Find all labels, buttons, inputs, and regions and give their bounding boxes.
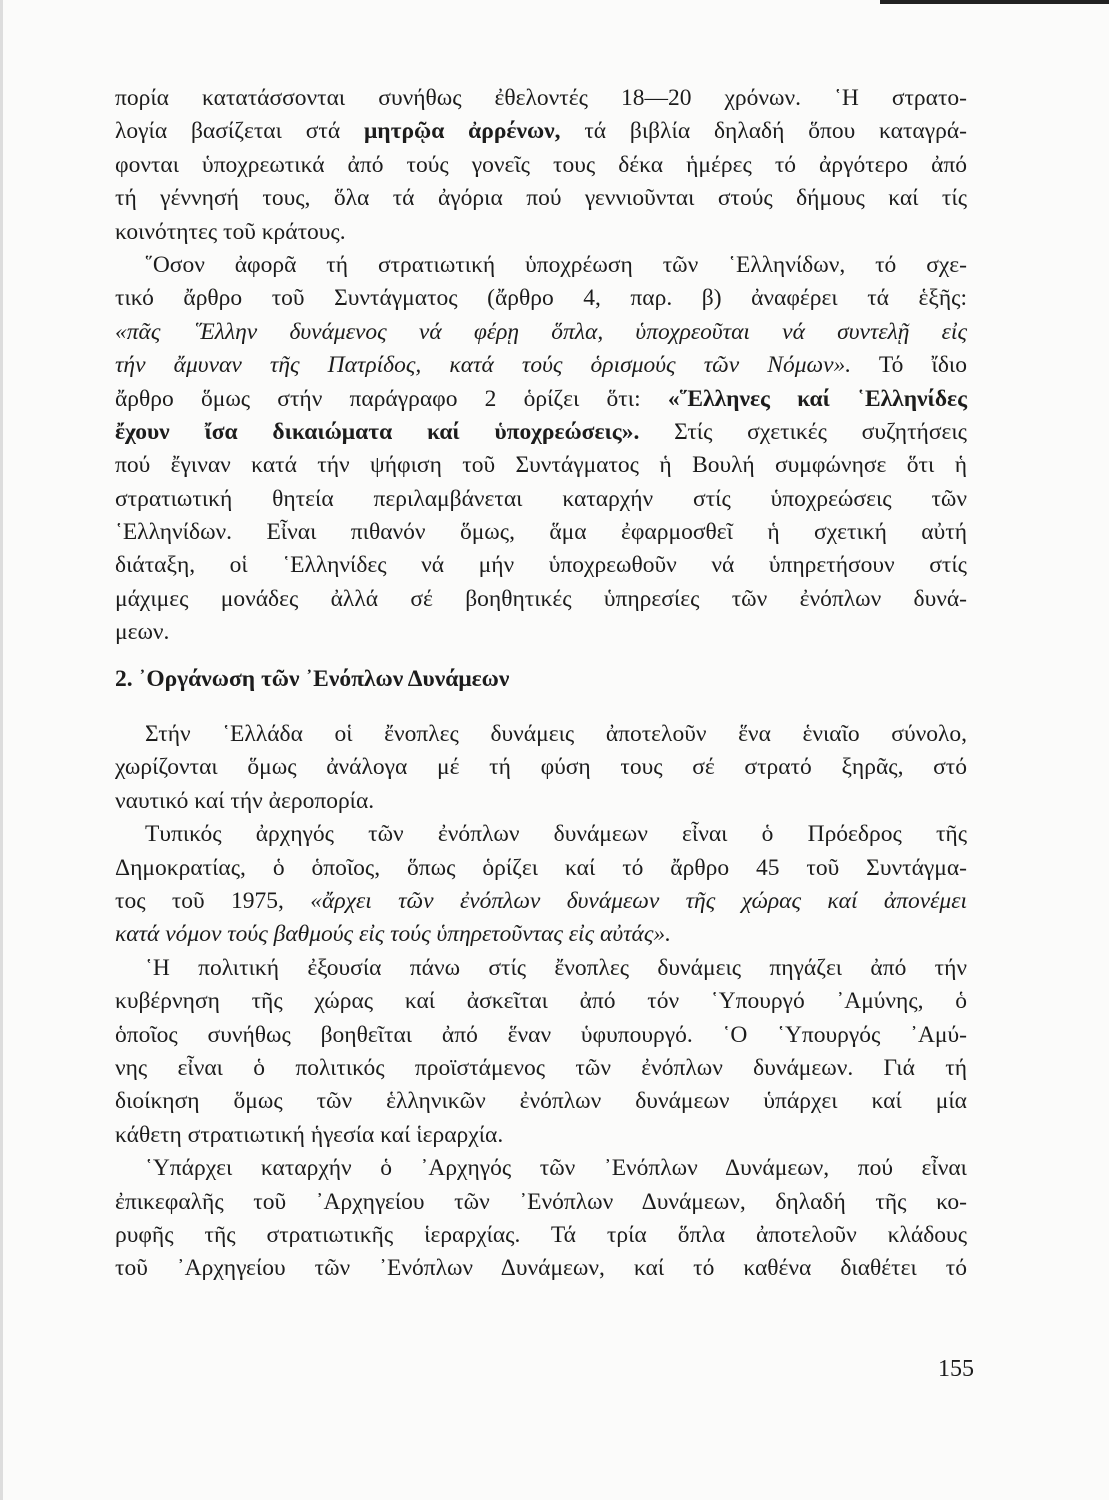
text-line xyxy=(115,1219,967,1252)
text-line xyxy=(115,852,967,885)
text-segment: Στήν ῾Ελλάδα οἱ ἔνοπλες δυνάμεις ἀποτελοῦν ἕνα ἑνιαῖο σύνολο, xyxy=(145,721,967,748)
text-line xyxy=(115,349,967,382)
text-line xyxy=(115,449,967,482)
bold-text: 2. ᾿Οργάνωση τῶν ᾿Ενόπλων Δυνάμεων xyxy=(115,665,510,692)
text-line xyxy=(115,985,967,1018)
text-line xyxy=(115,282,967,315)
text-line xyxy=(115,885,967,918)
text-segment: ῾Η πολιτική ἐξουσία πάνω στίς ἔνοπλες δυνάμεις πηγάζει ἀπό τήν xyxy=(145,954,967,981)
text-line xyxy=(115,216,967,249)
text-segment: νης εἶναι ὁ πολιτικός προϊστάμενος τῶν ἐνόπλων δυνάμεων. Γιά τή xyxy=(115,1054,967,1081)
bold-text: «῞Ελληνες καί ῾Ελληνίδες xyxy=(667,385,967,412)
text-line xyxy=(115,182,967,215)
text-line xyxy=(115,383,967,416)
text-line xyxy=(115,751,967,784)
text-segment: ῾Ελληνίδων. Εἶναι πιθανόν ὅμως, ἅμα ἐφαρμοσθεῖ ἡ σχετική αὐτή xyxy=(115,519,967,546)
text-line xyxy=(115,952,967,985)
text-segment: στρατιωτική θητεία περιλαμβάνεται καταρχήν στίς ὑποχρεώσεις τῶν xyxy=(115,485,967,512)
text-segment: κυβέρνηση τῆς χώρας καί ἀσκεῖται ἀπό τόν ῾Υπουργό ᾿Αμύνης, ὁ xyxy=(115,988,967,1015)
section-heading xyxy=(115,663,967,696)
text-segment: ῾Υπάρχει καταρχήν ὁ ᾿Αρχηγός τῶν ᾿Ενόπλων Δυνάμεων, πού εἶναι xyxy=(145,1155,967,1182)
scan-edge-bar xyxy=(880,0,1109,4)
body-text xyxy=(115,82,967,1286)
text-line xyxy=(115,1019,967,1052)
text-segment: μεων. xyxy=(115,619,170,646)
bold-text: μητρῷα ἀρρένων, xyxy=(363,118,561,145)
text-segment: τοῦ ᾿Αρχηγείου τῶν ᾿Ενόπλων Δυνάμεων, καί τό καθένα διαθέτει τό xyxy=(115,1255,967,1282)
text-line xyxy=(115,1252,967,1285)
text-segment: λογία βασίζεται στά xyxy=(115,118,364,145)
text-segment: τή γέννησή τους, ὅλα τά ἀγόρια πού γεννιοῦνται στούς δήμους καί τίς xyxy=(115,185,967,212)
text-segment: ναυτικό καί τήν ἀεροπορία. xyxy=(115,787,375,814)
text-segment: φονται ὑποχρεωτικά ἀπό τούς γονεῖς τους δέκα ἡμέρες τό ἀργότερο ἀπό xyxy=(115,151,967,178)
text-line xyxy=(115,785,967,818)
text-segment: διάταξη, οἱ ῾Ελληνίδες νά μήν ὑποχρεωθοῦν νά ὑπηρετήσουν στίς xyxy=(115,552,967,579)
text-line xyxy=(115,616,967,649)
italic-quote: «πᾶς ῞Ελλην δυνάμενος νά φέρῃ ὅπλα, ὑποχρεοῦται νά συντελῇ εἰς xyxy=(115,318,967,345)
text-line xyxy=(115,416,967,449)
text-segment: ρυφῆς τῆς στρατιωτικῆς ἱεραρχίας. Τά τρία ὅπλα ἀποτελοῦν κλάδους xyxy=(115,1221,967,1248)
text-segment: Τό ἴδιο xyxy=(851,352,967,379)
text-line xyxy=(115,1085,967,1118)
text-segment: Δημοκρατίας, ὁ ὁποῖος, ὅπως ὁρίζει καί τό ἄρθρο 45 τοῦ Συντάγμα- xyxy=(115,854,967,881)
page-number: 155 xyxy=(938,1356,974,1382)
text-line xyxy=(115,1152,967,1185)
text-line xyxy=(115,583,967,616)
text-segment: μάχιμες μονάδες ἀλλά σέ βοηθητικές ὑπηρεσίες τῶν ἐνόπλων δυνά- xyxy=(115,585,967,612)
text-segment: πού ἔγιναν κατά τήν ψήφιση τοῦ Συντάγματος ἡ Βουλή συμφώνησε ὅτι ἡ xyxy=(115,452,967,479)
text-line xyxy=(115,1052,967,1085)
text-segment: διοίκηση ὅμως τῶν ἑλληνικῶν ἐνόπλων δυνάμεων ὑπάρχει καί μία xyxy=(115,1088,967,1115)
text-segment: ὁποῖος συνήθως βοηθεῖται ἀπό ἕναν ὑφυπουργό. ῾Ο ῾Υπουργός ᾿Αμύ- xyxy=(115,1021,967,1048)
text-line xyxy=(115,316,967,349)
italic-quote: κατά νόμον τούς βαθμούς εἰς τούς ὑπηρετοῦντας εἰς αὐτάς». xyxy=(115,921,672,948)
text-segment: ἐπικεφαλῆς τοῦ ᾿Αρχηγείου τῶν ᾿Ενόπλων Δυνάμεων, δηλαδή τῆς κο- xyxy=(115,1188,967,1215)
text-segment: ῞Οσον ἀφορᾶ τή στρατιωτική ὑποχρέωση τῶν ῾Ελληνίδων, τό σχε- xyxy=(145,251,967,278)
text-segment: χωρίζονται ὅμως ἀνάλογα μέ τή φύση τους σέ στρατό ξηρᾶς, στό xyxy=(115,754,967,781)
text-segment: Στίς σχετικές συζητήσεις xyxy=(639,418,967,445)
text-line xyxy=(115,516,967,549)
text-segment: κάθετη στρατιωτική ἡγεσία καί ἱεραρχία. xyxy=(115,1121,504,1148)
text-line xyxy=(115,1186,967,1219)
text-line xyxy=(115,249,967,282)
text-segment: Τυπικός ἀρχηγός τῶν ἐνόπλων δυνάμεων εἶναι ὁ Πρόεδρος τῆς xyxy=(145,821,967,848)
bold-text: ἔχουν ἴσα δικαιώματα καί ὑποχρεώσεις». xyxy=(115,418,640,445)
text-line xyxy=(115,718,967,751)
text-line xyxy=(115,818,967,851)
italic-quote: «ἄρχει τῶν ἐνόπλων δυνάμεων τῆς χώρας καί ἀπονέμει xyxy=(310,887,967,914)
text-line xyxy=(115,483,967,516)
text-segment: τά βιβλία δηλαδή ὅπου καταγρά- xyxy=(560,118,967,145)
text-line xyxy=(115,115,967,148)
text-line xyxy=(115,1119,967,1152)
scan-left-edge xyxy=(0,0,3,1500)
text-segment: τος τοῦ 1975, xyxy=(115,887,311,914)
text-segment: κοινότητες τοῦ κράτους. xyxy=(115,218,346,245)
text-segment: τικό ἄρθρο τοῦ Συντάγματος (ἄρθρο 4, παρ. β) ἀναφέρει τά ἑξῆς: xyxy=(115,285,967,312)
italic-quote: τήν ἄμυναν τῆς Πατρίδος, κατά τούς ὁρισμούς τῶν Νόμων». xyxy=(115,352,852,379)
text-segment: πορία κατατάσσονται συνήθως ἐθελοντές 18—20 χρόνων. ῾Η στρατο- xyxy=(115,85,967,111)
text-line xyxy=(115,918,967,951)
text-line xyxy=(115,149,967,182)
text-line xyxy=(115,82,967,115)
text-line xyxy=(115,549,967,582)
text-segment: ἄρθρο ὅμως στήν παράγραφο 2 ὁρίζει ὅτι: xyxy=(115,385,668,412)
